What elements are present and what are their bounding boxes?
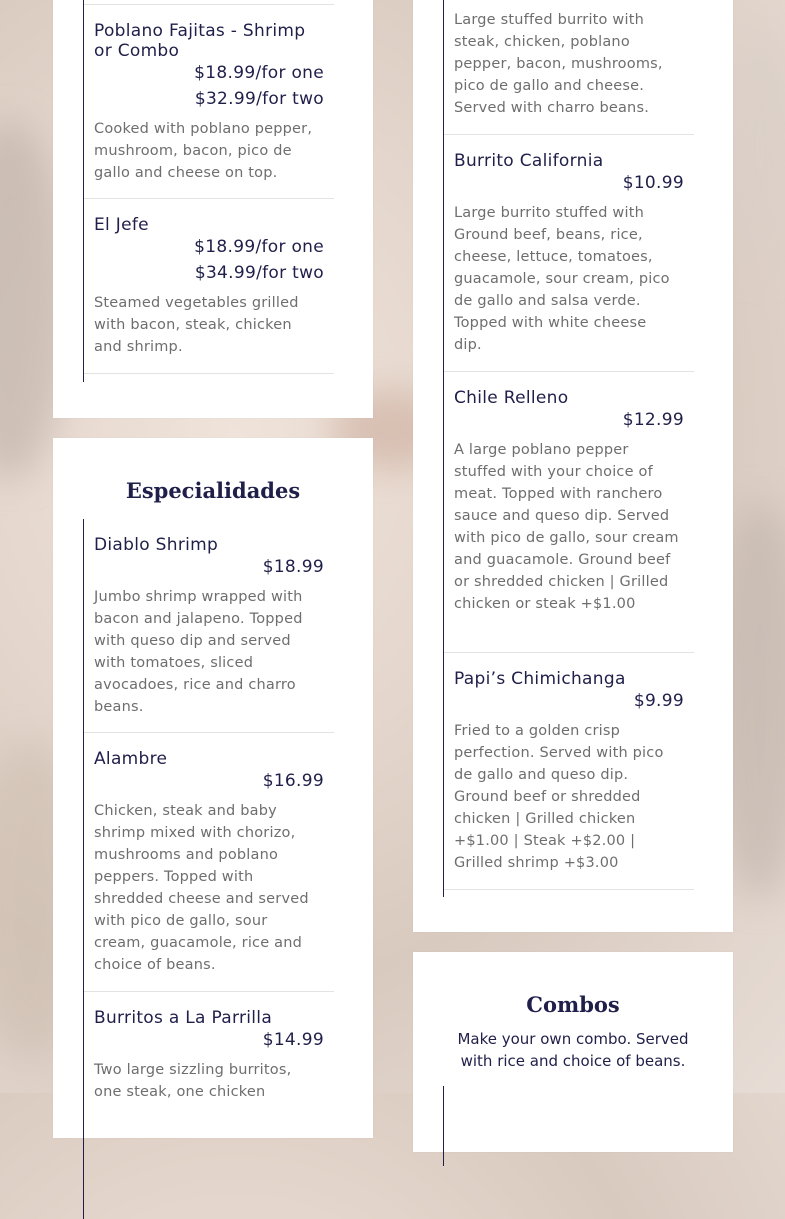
item-price: $14.99 — [262, 1030, 324, 1050]
menu-item — [84, 199, 334, 374]
item-price: $34.99/for two — [194, 263, 324, 283]
item-name: Burritos a La Parrilla — [94, 1008, 273, 1028]
menu-item-list — [83, 519, 334, 1219]
menu-item — [84, 733, 334, 992]
item-price: $18.99 — [262, 557, 324, 577]
menu-item — [444, 135, 694, 372]
item-description: Fried to a golden crisp perfection. Served with pico de gallo and queso dip. Ground beef or shredded chicken | Grilled chicken +$1.00 | Steak +$2.00 | Grilled shrimp +$3.00 — [454, 723, 664, 871]
section-title: Combos — [526, 992, 620, 1017]
fajitas-card — [53, 0, 373, 418]
item-name: El Jefe — [94, 215, 149, 235]
menu-item — [444, 0, 694, 135]
menu-item-list — [443, 1086, 694, 1166]
menu-item — [84, 992, 334, 1192]
item-name: Burrito California — [454, 151, 604, 171]
burritos-card — [413, 0, 733, 932]
menu-item — [84, 519, 334, 733]
item-name: Papi’s Chimichanga — [454, 669, 626, 689]
item-description: Two large sizzling burritos, one steak, one chicken — [94, 1062, 292, 1100]
menu-item — [84, 5, 334, 199]
item-price: $16.99 — [262, 771, 324, 791]
item-description: Jumbo shrimp wrapped with bacon and jalapeno. Topped with queso dip and served with tomatoes, sliced avocadoes, rice and charro beans. — [94, 589, 303, 715]
menu-item — [444, 372, 694, 653]
item-description: Large stuffed burrito with steak, chicken, poblano pepper, bacon, mushrooms, pico de gallo and cheese. Served with charro beans. — [454, 12, 663, 116]
item-name: Poblano Fajitas - Shrimp or Combo — [94, 21, 306, 61]
combos-intro: Make your own combo. Served with rice and choice of beans. — [457, 1030, 689, 1070]
item-description: A large poblano pepper stuffed with your choice of meat. Topped with ranchero sauce and queso dip. Served with pico de gallo, sour cream and guacamole. Ground beef or shredded chicken | Grilled chicken or steak +$1.00 — [454, 442, 679, 612]
combos-card — [413, 952, 733, 1152]
item-name: Chile Relleno — [454, 388, 569, 408]
item-description: Large burrito stuffed with Ground beef, beans, rice, cheese, lettuce, tomatoes, guacamole, sour cream, pico de gallo and salsa verde. Topped with white cheese dip. — [454, 205, 670, 353]
item-price: $10.99 — [622, 173, 684, 193]
item-name: Diablo Shrimp — [94, 535, 219, 555]
item-price: $12.99 — [622, 410, 684, 430]
item-description: Chicken, steak and baby shrimp mixed with chorizo, mushrooms and poblano peppers. Topped with shredded cheese and served with pico de gallo, sour cream, guacamole, rice and choice of beans. — [94, 803, 309, 973]
item-price: $9.99 — [633, 691, 684, 711]
item-price: $18.99/for one — [194, 63, 324, 83]
item-description: Cooked with poblano pepper, mushroom, bacon, pico de gallo and cheese on top. — [94, 121, 313, 181]
especialidades-card — [53, 438, 373, 1138]
menu-item-list — [443, 0, 694, 897]
item-name: Alambre — [94, 749, 168, 769]
item-price: $32.99/for two — [194, 89, 324, 109]
item-description: Steamed vegetables grilled with bacon, steak, chicken and shrimp. — [94, 295, 299, 355]
item-price: $18.99/for one — [194, 237, 324, 257]
menu-item-list — [83, 0, 334, 382]
section-title: Especialidades — [125, 478, 301, 503]
menu-item — [444, 653, 694, 890]
